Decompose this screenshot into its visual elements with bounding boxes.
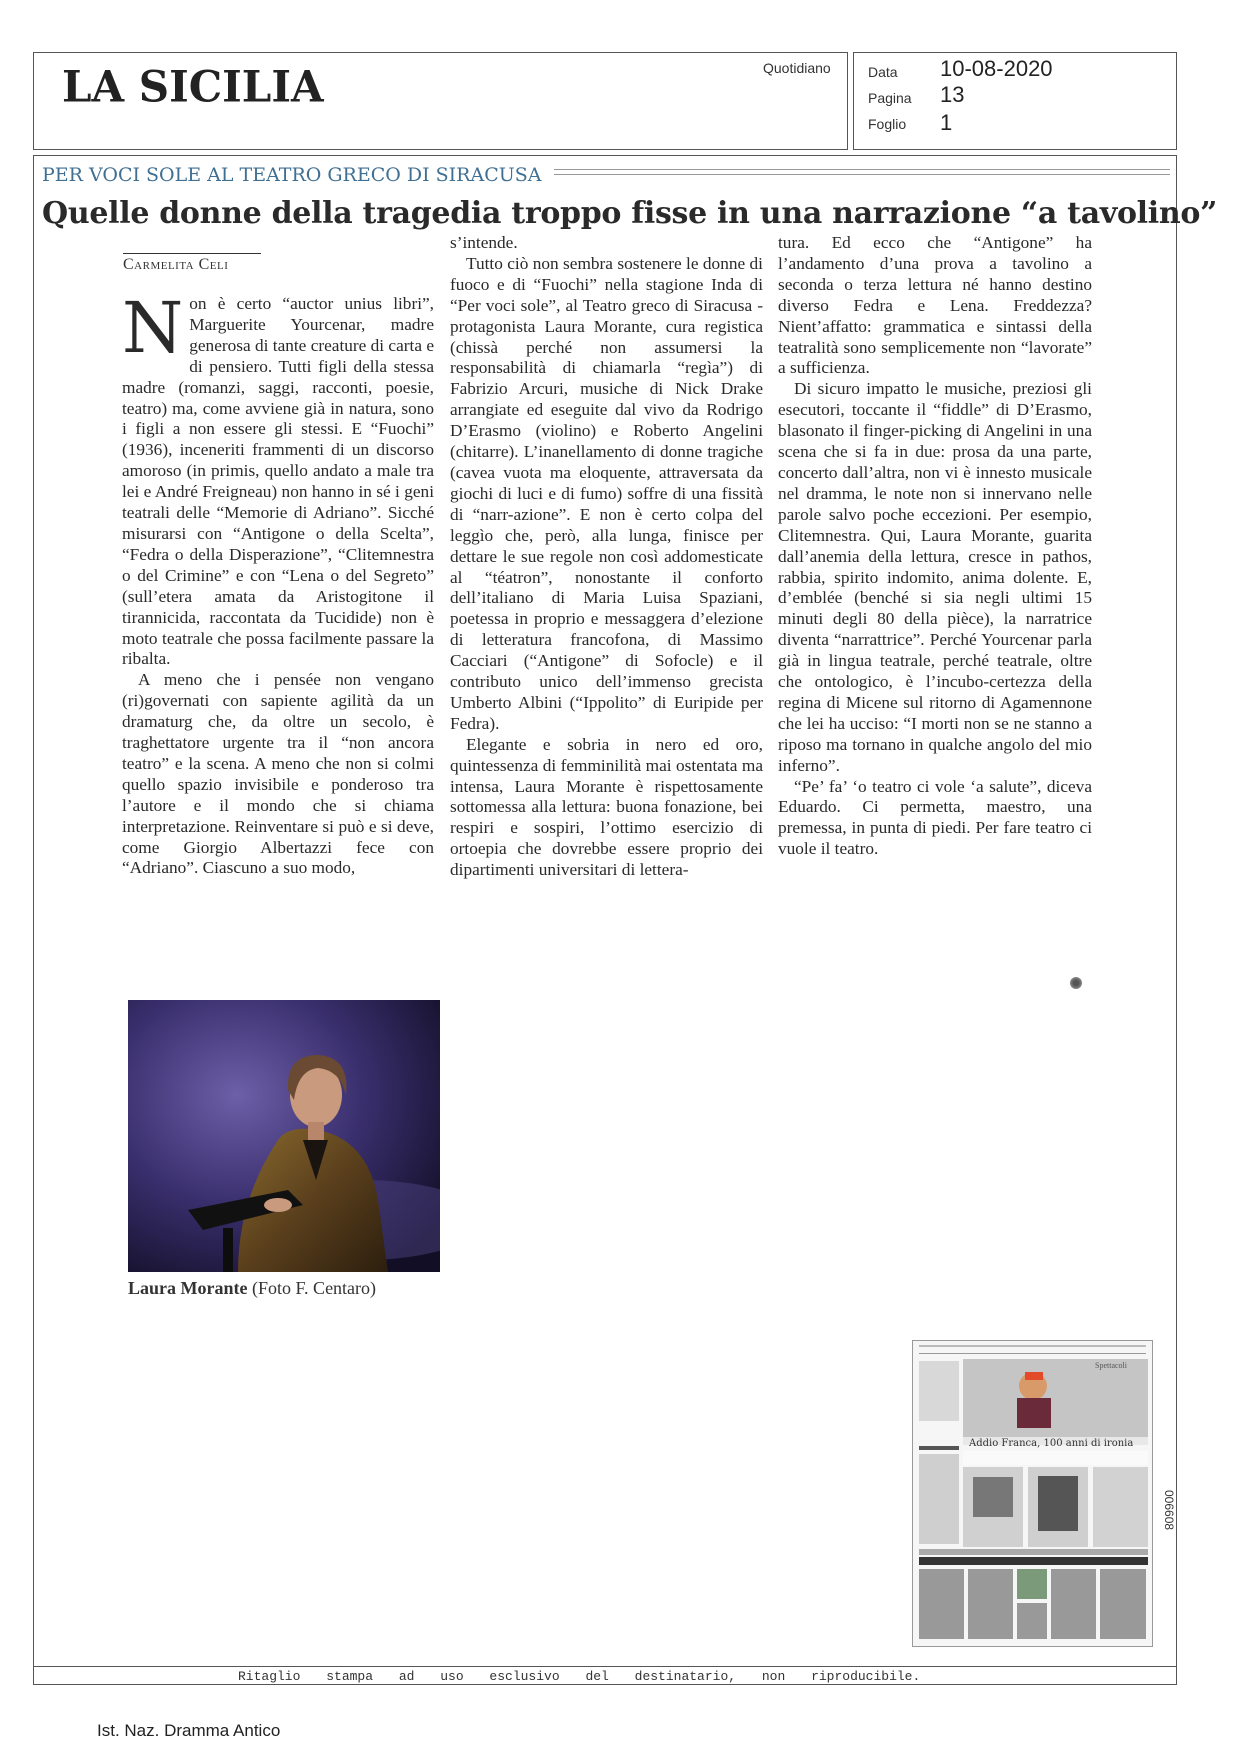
article-author: Carmelita Celi	[123, 253, 261, 274]
photo-caption: Laura Morante (Foto F. Centaro)	[128, 1278, 377, 1298]
footer-rule	[33, 1666, 1177, 1667]
page-thumbnail	[912, 1340, 1153, 1647]
date-label: Data	[868, 64, 898, 80]
paragraph: Elegante e sobria in nero ed oro, quintessenza di femminilità mai ostentata ma intensa, Laura Morante è rispettosamente sottomessa alla lettura: buona fonazione, bei respiri e sospiri, l’ottimo esercizio di ortoepia che dovrebbe essere proprio dei dipartimenti universitari di lettera-	[450, 734, 763, 880]
date-value: 10-08-2020	[940, 56, 1053, 81]
article-column-1	[122, 287, 434, 879]
kicker-rule	[554, 169, 1170, 175]
article-column-3	[778, 233, 1092, 860]
clipping-notice: Ritaglio stampa ad uso esclusivo del destinatario, non riproducibile.	[238, 1669, 921, 1684]
article-column-2	[450, 233, 763, 881]
paragraph: Non è certo “auctor unius libri”, Marguerite Yourcenar, madre generosa di tante creature di carta e di pensiero. Tutti figli della stessa madre (romanzi, saggi, racconti, poesie, teatro) ma, come avviene già in natura, sono i figli a non essere gli stessi. E “Fuochi” (1936), inceneriti frammenti di un discorso amoroso (in primis, quello andato a male tra lei e André Freigneau) non hanno in sé i geni teatrali delle “Memorie di Adriano”. Sicché misurarsi con “Antigone o della Scelta”, “Fedra o della Disperazione”, “Clitemnestra o del Crimine” e con “Lena o del Segreto” (sull’etera amata da Aristogitone il tirannicida, raccontata da Tucidide) non è moto teatrale che possa facilmente passare la ribalta.	[122, 287, 434, 669]
document-code: 006608	[1162, 1490, 1176, 1531]
publication-type: Quotidiano	[763, 60, 831, 76]
article-kicker: PER VOCI SOLE AL TEATRO GRECO DI SIRACUSA	[42, 164, 542, 186]
page-label: Pagina	[868, 90, 912, 106]
article-headline: Quelle donne della tragedia troppo fisse in una narrazione “a tavolino”	[42, 196, 1218, 231]
paragraph: tura. Ed ecco che “Antigone” ha l’andamento d’una prova a tavolino a seconda o terza lettura né hanno destino diverso Fedra e Lena. Freddezza? Nient’affatto: grammatica e sintassi della teatralità sono semplicemente non “lavorate” a sufficienza.	[778, 233, 1092, 378]
page-value: 13	[940, 82, 965, 107]
end-mark-icon	[1070, 977, 1082, 989]
sheet-label: Foglio	[868, 116, 907, 132]
paragraph: s’intende.	[450, 233, 518, 252]
paragraph: Tutto ciò non sembra sostenere le donne di fuoco e di “Fuochi” nella stagione Inda di “Per voci sole”, al Teatro greco di Siracusa - protagonista Laura Morante, cura registica (chissà perché non assumersi la responsabilità di chiamarla “regìa”) di Fabrizio Arcuri, musiche di Nick Drake arrangiate ed eseguite dal vivo da Rodrigo D’Erasmo (violino) e Roberto Angelini (chitarre). L’inanellamento di donne tragiche (cavea vuota ma eloquente, attraversata da giochi di luci e di fumo) soffre di una fissità di “narr-azione”. E non è certo colpa del leggìo che, però, alla lunga, finisce per dettare le sue regole non così addomesticate al “téatron”, nonostante il conforto dell’italiano di Maria Luisa Spaziani, poetessa in proprio e messaggera d’elezione di letteratura francofona, di Massimo Cacciari (“Antigone” di Sofocle) e il contributo unico dell’immenso grecista Umberto Albini (“Ippolito” di Euripide per Fedra).	[450, 253, 763, 733]
thumbnail-headline: Addio Franca, 100 anni di ironia	[969, 1438, 1134, 1449]
newspaper-logo: LA SICILIA	[62, 61, 324, 112]
archive-label: Ist. Naz. Dramma Antico	[97, 1721, 281, 1740]
photo-laura-morante	[128, 1000, 440, 1272]
paragraph: A meno che i pensée non vengano (ri)governati con sapiente agilità da un dramaturg che, da oltre un secolo, è traghettatore urgente tra il “non ancora teatro” e la scena. A meno che non si colmi quello spazio invisibile e ponderoso tra l’autore e il mondo che si chiama interpretazione. Reinventare si può e si deve, come Giorgio Albertazzi fece con “Adriano”. Ciascuno a suo modo,	[122, 670, 434, 878]
thumbnail-section: Spettacoli	[1095, 1361, 1127, 1370]
dropcap: N	[122, 287, 184, 369]
sheet-value: 1	[940, 110, 953, 135]
paragraph: Di sicuro impatto le musiche, preziosi gli esecutori, toccante il “fiddle” di D’Erasmo, blasonato il finger-picking di Angelini in una scena che si fa in due: prosa da una parte, concerto dall’altra, non vi è innesto musicale nel dramma, le note non si innervano nelle parole salvo poche eccezioni. Per esempio, Clitemnestra. Qui, Laura Morante, guarita dall’anemia della lettura, cresce in pathos, rabbia, spirito indomito, anima dolente. E, d’emblée (benché si sia negli ultimi 15 minuti degli 80 della pièce), la narratrice diventa “narrattrice”. Perché Yourcenar parla già in lingua teatrale, perché teatrale, oltre che ontologico, è l’incubo-certezza della regina di Micene sul ritorno di Agamennone che lei ha ucciso: “I morti non se ne stanno a riposo ma tornano in qualche angolo del mio inferno”.	[778, 379, 1092, 775]
paragraph: “Pe’ fa’ ‘o teatro ci vole ‘a salute”, diceva Eduardo. Ci permetta, maestro, una premessa, in punta di piedi. Per fare teatro ci vuole il teatro.	[778, 776, 1092, 859]
